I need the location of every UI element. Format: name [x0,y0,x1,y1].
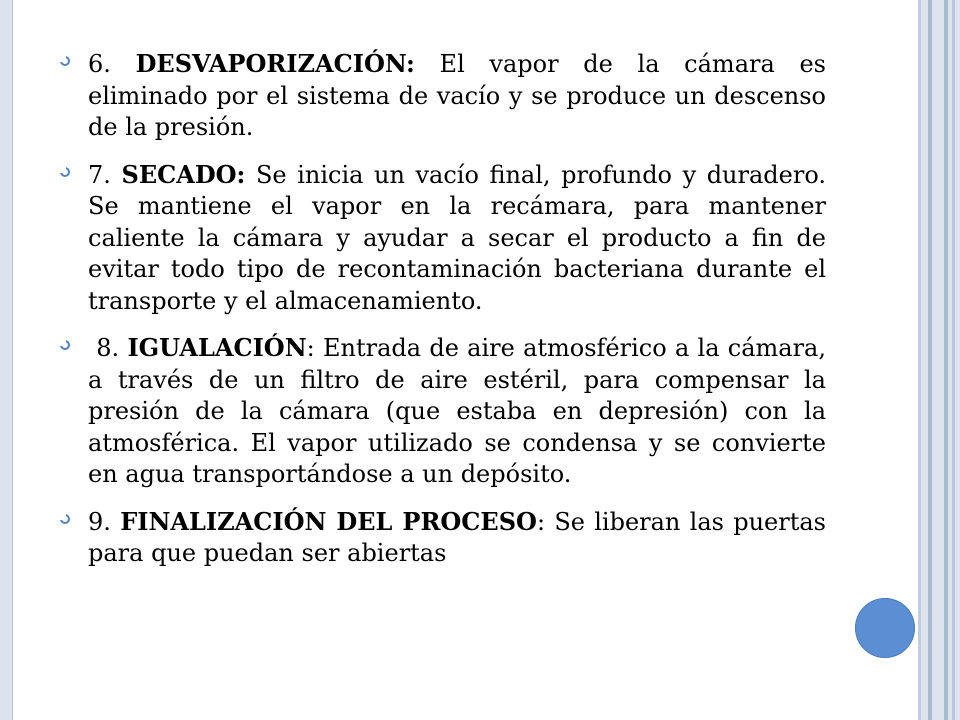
item-term: DESVAPORIZACIÓN: [135,49,415,78]
item-text: El vapor de la cámara es eliminado por el sistema de vacío y se produce un descenso de la presión. [88,50,826,141]
slide-content [58,48,826,585]
frame-line [928,0,932,720]
decorative-circle [855,598,915,658]
right-frame-decoration [918,0,960,720]
item-term: FINALIZACIÓN DEL PROCESO [120,506,537,536]
left-frame-border [0,0,13,720]
list-item-desvaporizacion [58,48,826,144]
item-number: 9. [88,507,111,536]
item-number: 6. [88,50,111,78]
item-text: : Se liberan las puertas para que puedan ser abiertas [88,507,827,567]
list-item-igualacion [58,332,826,491]
item-number: 8. [88,334,120,362]
item-term: SECADO: [121,159,246,189]
item-text: Se inicia un vacío final, profundo y duradero. Se mantiene el vapor en la recámara, para mantener caliente la cámara y ayudar a secar el producto a fin de evitar todo tipo de recontaminación bacteriana durante el transporte y el almacenamiento. [88,160,826,315]
bullet-icon [60,340,70,350]
item-term: IGUALACIÓN [127,333,307,362]
frame-line [918,0,921,720]
list-item-secado [58,159,826,318]
item-number: 7. [88,160,111,189]
bullet-icon [60,56,70,66]
item-text: : Entrada de aire atmosférico a la cámara, a través de un filtro de aire estéril, para compensar la presión de la cámara (que estaba en depresión) con la atmosférica. El vapor utilizado se condensa y se convierte en agua transportándose a un depósito. [88,334,826,488]
frame-line [952,0,955,720]
bullet-icon [60,167,70,177]
list-item-finalizacion [58,506,826,570]
bullet-icon [60,514,70,524]
frame-line [944,0,948,720]
